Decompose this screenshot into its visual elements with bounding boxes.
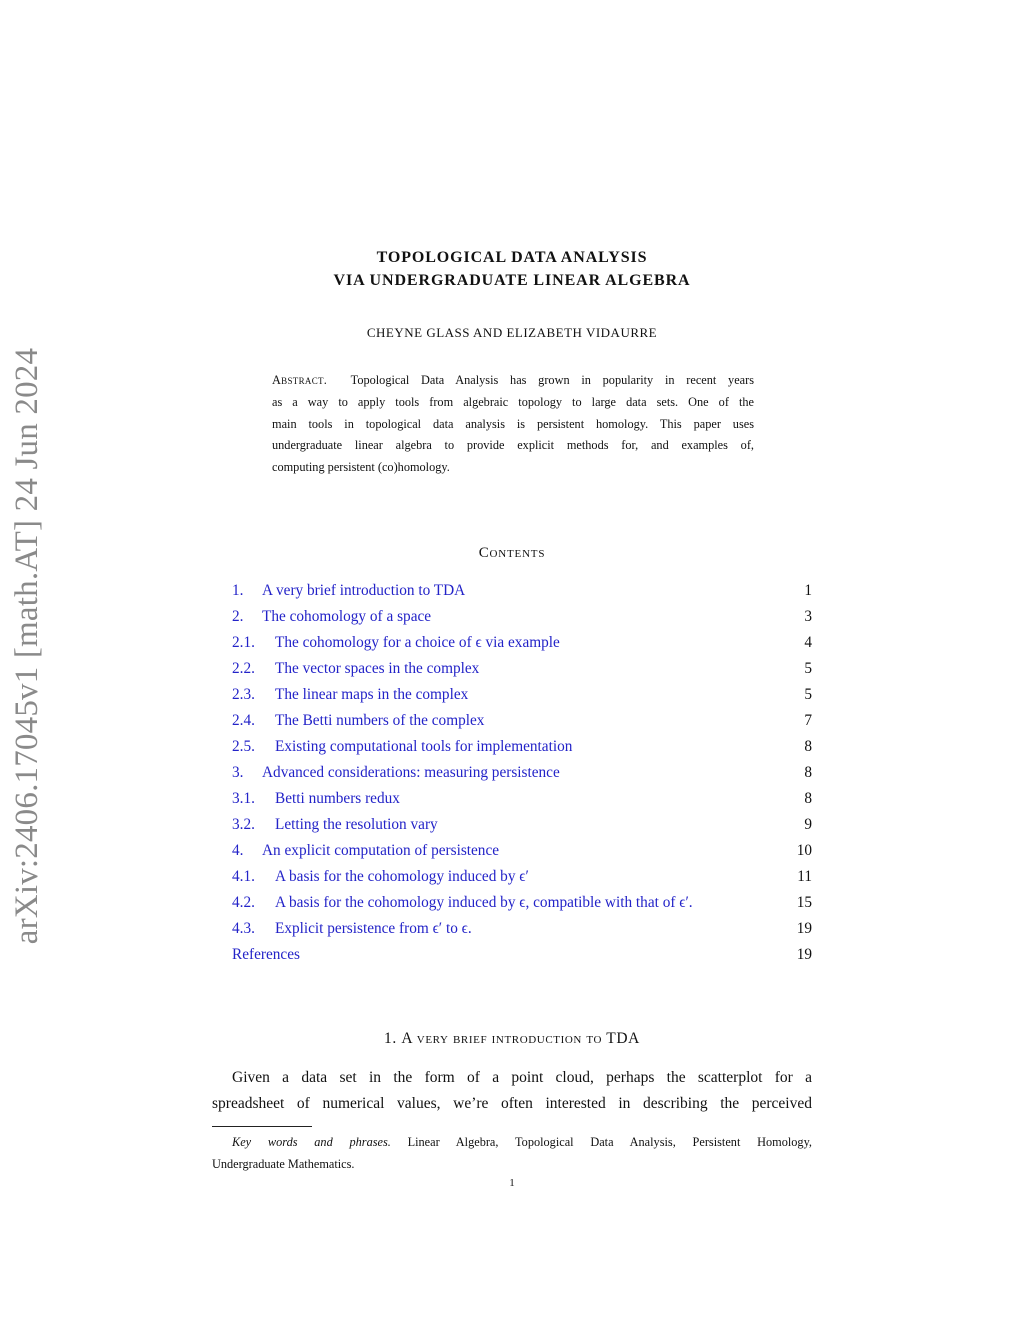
toc-link-betti-numbers[interactable] xyxy=(232,712,484,729)
toc-number: 3. xyxy=(232,764,244,781)
toc-link-intro-tda[interactable] xyxy=(232,582,465,599)
abstract-line: main tools in topological data analysis is persistent homology. This paper uses xyxy=(272,416,754,431)
toc-entry xyxy=(232,892,812,918)
toc-link-basis-epsilon-prime[interactable] xyxy=(232,868,529,885)
toc-entry xyxy=(232,710,812,736)
author-names: CHEYNE GLASS AND ELIZABETH VIDAURRE xyxy=(366,325,658,340)
body-line: spreadsheet of numerical values, we’re often interested in describing the perceived xyxy=(212,1095,812,1112)
toc-entry xyxy=(232,840,812,866)
toc-link-cohomology-epsilon-example[interactable] xyxy=(232,634,560,651)
toc-link-cohomology-of-space[interactable] xyxy=(232,608,431,625)
toc-page-number: 8 xyxy=(804,790,812,807)
footnote-line xyxy=(212,1131,812,1153)
toc-title: An explicit computation of persistence xyxy=(262,842,500,859)
toc-page-number: 5 xyxy=(804,686,812,703)
footnote xyxy=(212,1131,812,1175)
table-of-contents xyxy=(232,580,812,970)
toc-page-number: 4 xyxy=(804,634,812,651)
toc-entry xyxy=(232,788,812,814)
abstract-line: undergraduate linear algebra to provide explicit methods for, and examples of, xyxy=(272,438,754,453)
toc-number: 4.3. xyxy=(232,920,255,937)
toc-title: Betti numbers redux xyxy=(275,790,400,807)
toc-link-linear-maps[interactable] xyxy=(232,686,468,703)
toc-page-number: 10 xyxy=(796,842,812,859)
toc-page-number: 15 xyxy=(796,894,812,911)
toc-title: Existing computational tools for implementation xyxy=(275,738,573,755)
body-line: Given a data set in the form of a point cloud, perhaps the scatterplot for a xyxy=(232,1069,812,1086)
toc-entry xyxy=(232,866,812,892)
toc-page-number: 9 xyxy=(804,816,812,833)
toc-number: 3.1. xyxy=(232,790,255,807)
toc-title: Explicit persistence from ϵ′ to ϵ. xyxy=(275,920,472,937)
footnote-rule xyxy=(212,1126,312,1127)
section-number: 1. xyxy=(384,1030,397,1047)
footnote-line: Undergraduate Mathematics. xyxy=(212,1157,355,1171)
toc-page-number: 8 xyxy=(804,738,812,755)
arxiv-identifier-stamp: arXiv:2406.17045v1 [math.AT] 24 Jun 2024 xyxy=(9,347,45,945)
toc-entry xyxy=(232,632,812,658)
toc-page-number: 3 xyxy=(804,608,812,625)
toc-number: 4. xyxy=(232,842,244,859)
toc-title: References xyxy=(232,946,300,963)
toc-link-basis-epsilon-compatible[interactable] xyxy=(232,894,693,911)
footnote-keywords: Linear Algebra, Topological Data Analysis, Persistent Homology, xyxy=(407,1135,813,1149)
paper-title-line-2: VIA UNDERGRADUATE LINEAR ALGEBRA xyxy=(333,272,691,289)
toc-title: The Betti numbers of the complex xyxy=(275,712,485,729)
toc-entry xyxy=(232,736,812,762)
toc-title: A very brief introduction to TDA xyxy=(262,582,466,599)
toc-number: 2. xyxy=(232,608,244,625)
toc-link-betti-redux[interactable] xyxy=(232,790,400,807)
toc-title: Advanced considerations: measuring persistence xyxy=(262,764,560,781)
toc-number: 2.3. xyxy=(232,686,255,703)
toc-link-explicit-computation[interactable] xyxy=(232,842,499,859)
toc-title: The linear maps in the complex xyxy=(275,686,469,703)
toc-page-number: 19 xyxy=(796,920,812,937)
toc-page-number: 5 xyxy=(804,660,812,677)
body-paragraph xyxy=(212,1065,812,1117)
toc-number: 3.2. xyxy=(232,816,255,833)
toc-entry xyxy=(232,658,812,684)
toc-page-number: 1 xyxy=(804,582,812,599)
toc-number: 4.1. xyxy=(232,868,255,885)
toc-link-computational-tools[interactable] xyxy=(232,738,572,755)
footnote-keywords-label: Key words and phrases. xyxy=(232,1135,391,1149)
toc-page-number: 7 xyxy=(804,712,812,729)
toc-entry xyxy=(232,918,812,944)
section-title-tail: TDA xyxy=(606,1030,640,1047)
contents-heading: Contents xyxy=(478,545,546,561)
abstract-line: as a way to apply tools from algebraic topology to large data sets. One of the xyxy=(272,394,754,409)
page-number: 1 xyxy=(509,1177,515,1189)
toc-title: The cohomology for a choice of ϵ via example xyxy=(275,634,560,651)
section-heading xyxy=(212,1030,812,1048)
toc-entry xyxy=(232,606,812,632)
toc-number: 2.4. xyxy=(232,712,255,729)
toc-link-vector-spaces[interactable] xyxy=(232,660,479,677)
abstract xyxy=(272,370,754,479)
abstract-label: Abstract. xyxy=(272,373,328,387)
toc-title: A basis for the cohomology induced by ϵ, compatible with that of ϵ′. xyxy=(275,894,693,911)
toc-title: Letting the resolution vary xyxy=(275,816,438,833)
abstract-text: Topological Data Analysis has grown in popularity in recent years xyxy=(350,373,754,387)
abstract-line: computing persistent (co)homology. xyxy=(272,460,450,475)
toc-number: 2.1. xyxy=(232,634,255,651)
toc-link-resolution-vary[interactable] xyxy=(232,816,438,833)
toc-entry xyxy=(232,944,812,970)
toc-entry xyxy=(232,580,812,606)
toc-title: The vector spaces in the complex xyxy=(275,660,480,677)
toc-link-explicit-persistence[interactable] xyxy=(232,920,472,937)
toc-link-references[interactable] xyxy=(232,946,300,963)
toc-page-number: 8 xyxy=(804,764,812,781)
abstract-line xyxy=(272,370,754,392)
toc-page-number: 19 xyxy=(796,946,812,963)
toc-page-number: 11 xyxy=(797,868,812,885)
toc-number: 1. xyxy=(232,582,244,599)
toc-number: 4.2. xyxy=(232,894,255,911)
paper-title-line-1: TOPOLOGICAL DATA ANALYSIS xyxy=(376,249,648,266)
toc-title: A basis for the cohomology induced by ϵ′ xyxy=(275,868,529,885)
section-title: A very brief introduction to xyxy=(401,1030,603,1047)
toc-entry xyxy=(232,684,812,710)
toc-number: 2.2. xyxy=(232,660,255,677)
toc-title: The cohomology of a space xyxy=(262,608,432,625)
toc-entry xyxy=(232,814,812,840)
toc-number: 2.5. xyxy=(232,738,255,755)
toc-link-advanced-considerations[interactable] xyxy=(232,764,560,781)
toc-entry xyxy=(232,762,812,788)
